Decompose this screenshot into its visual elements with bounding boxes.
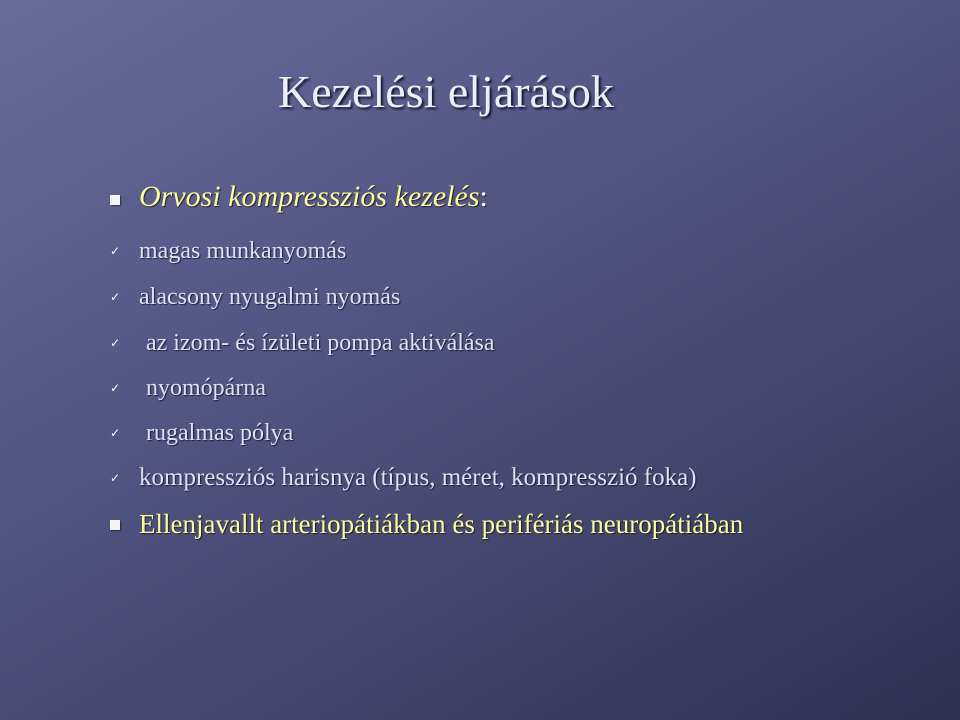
bullet-heading xyxy=(0,180,960,220)
list-item xyxy=(0,236,960,276)
slide-title: Kezelési eljárások xyxy=(278,66,614,117)
checkmark-icon: ✓ xyxy=(110,381,121,395)
checkmark-icon: ✓ xyxy=(110,471,121,485)
list-item-text: nyomópárna xyxy=(146,375,266,401)
checkmark-icon: ✓ xyxy=(110,426,121,440)
list-item-text: kompressziós harisnya (típus, méret, kompresszió foka) xyxy=(139,464,697,491)
heading-text: Orvosi kompressziós kezelés xyxy=(139,180,480,213)
list-item-text: rugalmas pólya xyxy=(146,420,294,446)
list-item xyxy=(0,328,960,368)
list-item xyxy=(0,462,960,502)
list-item-text: magas munkanyomás xyxy=(139,238,347,264)
heading-line xyxy=(139,180,488,214)
heading-colon: : xyxy=(479,180,488,213)
checkmark-icon: ✓ xyxy=(110,290,121,304)
contraindication-text: Ellenjavallt arteriopátiákban és perifériás neuropátiában xyxy=(139,509,744,539)
square-bullet-icon xyxy=(110,520,120,530)
list-item xyxy=(0,373,960,413)
list-item xyxy=(0,418,960,458)
checkmark-icon: ✓ xyxy=(110,244,121,258)
checkmark-icon: ✓ xyxy=(110,336,121,350)
list-item-text: az izom- és ízületi pompa aktiválása xyxy=(146,330,495,356)
list-item xyxy=(0,282,960,322)
list-item-text: alacsony nyugalmi nyomás xyxy=(139,284,401,310)
square-bullet-icon xyxy=(110,195,120,205)
bullet-contraindication xyxy=(0,508,960,548)
